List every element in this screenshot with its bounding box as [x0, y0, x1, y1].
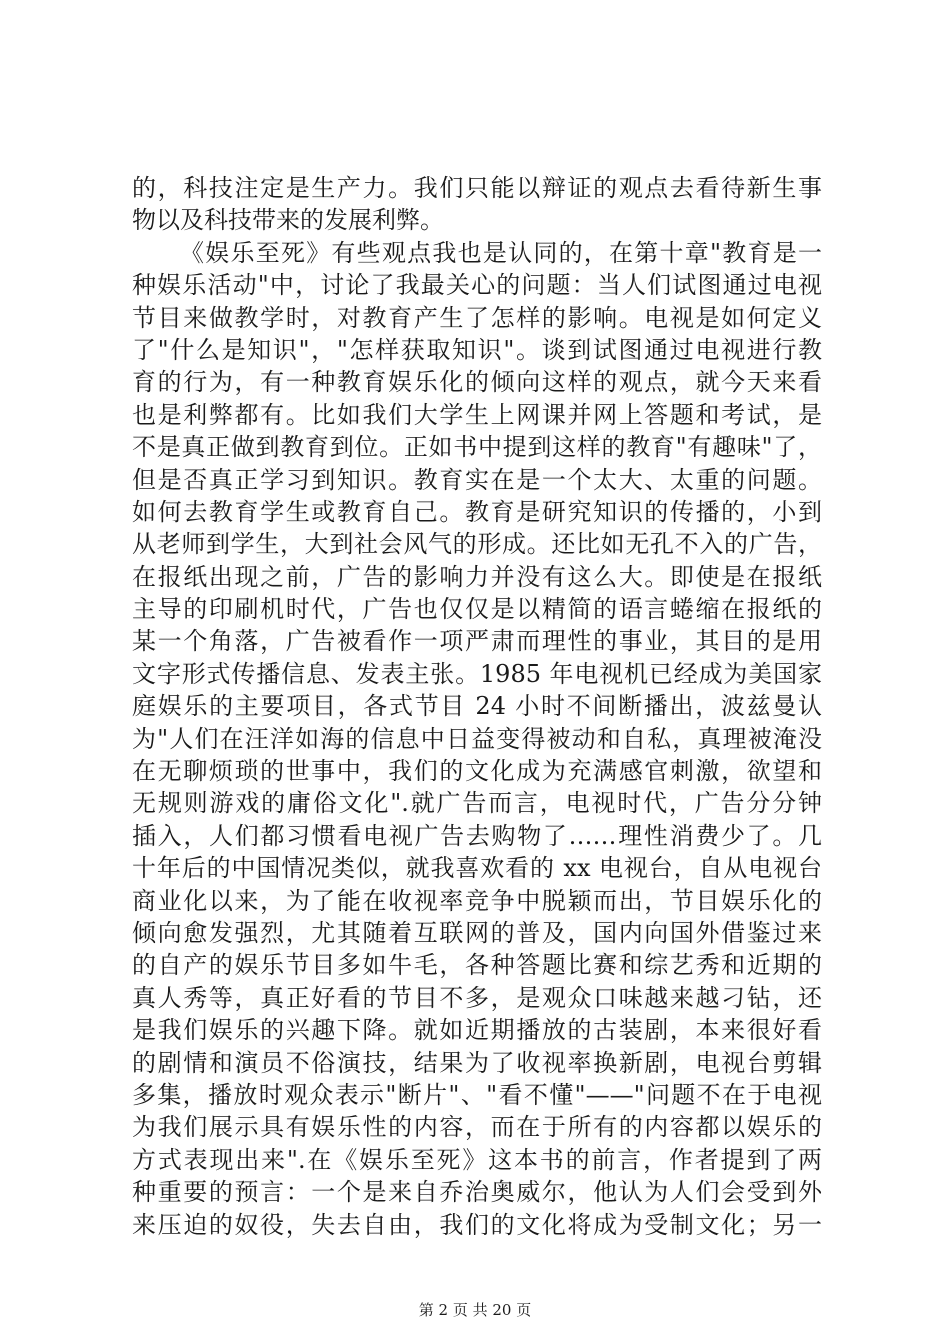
body-text: [132, 172, 822, 1241]
text-line: 的剧情和演员不俗演技，结果为了收视率换新剧，电视台剪辑: [132, 1048, 822, 1077]
text-line: 在无聊烦琐的世事中，我们的文化成为充满感官刺激，欲望和: [132, 757, 822, 786]
text-line: 多集，播放时观众表示"断片"、"看不懂"——"问题不在于电视: [132, 1080, 822, 1109]
text-line: 十年后的中国情况类似，就我喜欢看的 xx 电视台，自从电视台: [132, 854, 822, 883]
text-line: 了"什么是知识"，"怎样获取知识"。谈到试图通过电视进行教: [132, 335, 822, 364]
text-line: 为"人们在汪洋如海的信息中日益变得被动和自私，真理被淹没: [132, 724, 822, 753]
text-line: 为我们展示具有娱乐性的内容，而在于所有的内容都以娱乐的: [132, 1113, 822, 1142]
text-line: 如何去教育学生或教育自己。教育是研究知识的传播的，小到: [132, 497, 822, 526]
text-line: 种娱乐活动"中，讨论了我最关心的问题：当人们试图通过电视: [132, 271, 822, 300]
text-line: 来压迫的奴役，失去自由，我们的文化将成为受制文化；另一: [132, 1210, 822, 1239]
text-line: 但是否真正学习到知识。教育实在是一个太大、太重的问题。: [132, 465, 822, 494]
text-line: 育的行为，有一种教育娱乐化的倾向这样的观点，就今天来看: [132, 368, 822, 397]
text-line: 插入，人们都习惯看电视广告去购物了……理性消费少了。几: [132, 821, 822, 850]
text-line: 也是利弊都有。比如我们大学生上网课并网上答题和考试，是: [132, 400, 822, 429]
text-line: 节目来做教学时，对教育产生了怎样的影响。电视是如何定义: [132, 303, 822, 332]
text-line: 方式表现出来".在《娱乐至死》这本书的前言，作者提到了两: [132, 1145, 822, 1174]
text-line: 商业化以来，为了能在收视率竞争中脱颖而出，节目娱乐化的: [132, 886, 822, 915]
text-line: 的，科技注定是生产力。我们只能以辩证的观点去看待新生事: [132, 174, 822, 202]
text-line: 从老师到学生，大到社会风气的形成。还比如无孔不入的广告，: [132, 530, 822, 559]
text-line: 是我们娱乐的兴趣下降。就如近期播放的古装剧，本来很好看: [132, 1016, 822, 1045]
page-number-footer: 第 2 页 共 20 页: [418, 1301, 532, 1319]
text-line: 文字形式传播信息、发表主张。1985 年电视机已经成为美国家: [132, 659, 822, 688]
text-line: 倾向愈发强烈，尤其随着互联网的普及，国内向国外借鉴过来: [132, 918, 822, 947]
text-line: 主导的印刷机时代，广告也仅仅是以精简的语言蜷缩在报纸的: [132, 595, 822, 624]
text-line: 的自产的娱乐节目多如牛毛，各种答题比赛和综艺秀和近期的: [132, 951, 822, 980]
paragraph-start-line: 《娱乐至死》有些观点我也是认同的，在第十章"教育是一: [180, 238, 822, 267]
text-line: 物以及科技带来的发展利弊。: [132, 206, 444, 235]
text-line: 在报纸出现之前，广告的影响力并没有这么大。即使是在报纸: [132, 562, 822, 591]
text-line: 庭娱乐的主要项目，各式节目 24 小时不间断播出，波兹曼认: [132, 692, 822, 721]
text-line: 种重要的预言：一个是来自乔治奥威尔，他认为人们会受到外: [132, 1178, 822, 1207]
text-line: 无规则游戏的庸俗文化".就广告而言，电视时代，广告分分钟: [132, 789, 822, 818]
text-line: 不是真正做到教育到位。正如书中提到这样的教育"有趣味"了，: [132, 433, 822, 462]
text-line: 某一个角落，广告被看作一项严肃而理性的事业，其目的是用: [132, 627, 822, 656]
text-line: 真人秀等，真正好看的节目不多，是观众口味越来越刁钻，还: [132, 983, 822, 1012]
